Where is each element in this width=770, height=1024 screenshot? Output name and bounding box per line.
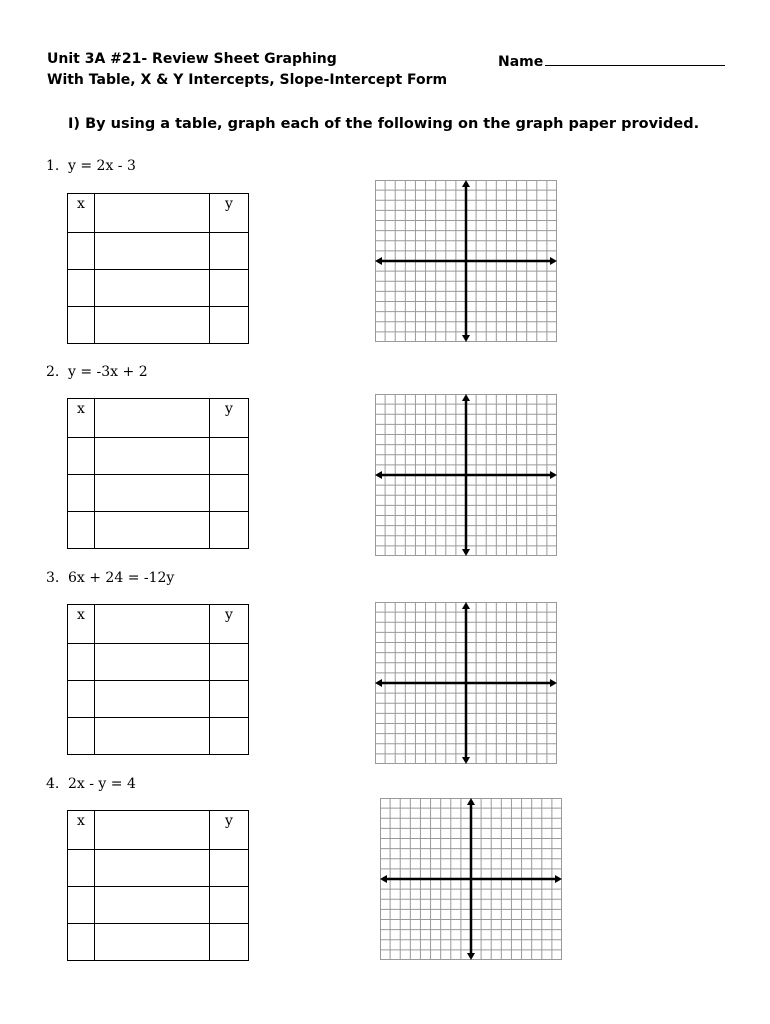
y-header: y (210, 605, 249, 644)
xy-table-3 (67, 604, 249, 755)
name-field[interactable] (498, 51, 725, 70)
table-cell[interactable] (68, 850, 95, 887)
table-cell[interactable] (95, 438, 210, 475)
coordinate-grid (375, 602, 557, 764)
axis-arrowhead-icon (550, 679, 557, 687)
problem-number: 3. (46, 570, 60, 586)
table-cell[interactable] (68, 438, 95, 475)
graph-paper-1[interactable] (375, 180, 557, 342)
problem-number: 2. (46, 364, 60, 380)
axis-arrowhead-icon (467, 798, 475, 805)
worksheet-title-line1: Unit 3A #21- Review Sheet Graphing (47, 51, 337, 67)
table-cell[interactable] (210, 850, 249, 887)
problem-equation: y = 2x - 3 (68, 158, 136, 174)
table-cell[interactable] (210, 438, 249, 475)
table-cell[interactable] (68, 475, 95, 512)
coordinate-grid (375, 180, 557, 342)
graph-paper-4[interactable] (380, 798, 562, 960)
table-cell[interactable] (95, 512, 210, 549)
axis-arrowhead-icon (550, 257, 557, 265)
problem-equation: y = -3x + 2 (68, 364, 148, 380)
table-cell[interactable] (95, 307, 210, 344)
table-cell[interactable] (95, 924, 210, 961)
problem-equation: 6x + 24 = -12y (68, 570, 175, 586)
x-header: x (68, 811, 95, 850)
axis-arrowhead-icon (550, 471, 557, 479)
xy-table-2 (67, 398, 249, 549)
y-header: y (210, 811, 249, 850)
instructions: I) By using a table, graph each of the following on the graph paper provided. (68, 116, 700, 132)
name-label: Name (498, 54, 544, 70)
table-cell[interactable] (95, 811, 210, 850)
table-cell[interactable] (95, 194, 210, 233)
problem-3-label (46, 570, 174, 586)
table-cell[interactable] (210, 270, 249, 307)
axis-arrowhead-icon (467, 953, 475, 960)
table-cell[interactable] (210, 887, 249, 924)
axis-arrowhead-icon (555, 875, 562, 883)
table-cell[interactable] (95, 718, 210, 755)
axis-arrowhead-icon (462, 549, 470, 556)
table-cell[interactable] (68, 718, 95, 755)
table-cell[interactable] (68, 924, 95, 961)
table-cell[interactable] (210, 475, 249, 512)
table-cell[interactable] (95, 887, 210, 924)
coordinate-grid (375, 394, 557, 556)
graph-paper-3[interactable] (375, 602, 557, 764)
table-cell[interactable] (68, 887, 95, 924)
axis-arrowhead-icon (462, 394, 470, 401)
table-cell[interactable] (68, 681, 95, 718)
axis-arrowhead-icon (375, 679, 382, 687)
table-cell[interactable] (95, 605, 210, 644)
table-cell[interactable] (210, 681, 249, 718)
table-cell[interactable] (95, 850, 210, 887)
table-cell[interactable] (95, 681, 210, 718)
graph-paper-2[interactable] (375, 394, 557, 556)
x-header: x (68, 399, 95, 438)
table-cell[interactable] (68, 233, 95, 270)
table-cell[interactable] (95, 399, 210, 438)
axis-arrowhead-icon (375, 257, 382, 265)
table-cell[interactable] (210, 512, 249, 549)
xy-table-1 (67, 193, 249, 344)
y-header: y (210, 399, 249, 438)
problem-number: 4. (46, 776, 60, 792)
table-cell[interactable] (210, 924, 249, 961)
table-cell[interactable] (68, 270, 95, 307)
name-blank-line[interactable] (545, 51, 725, 66)
axis-arrowhead-icon (462, 757, 470, 764)
problem-2-label (46, 364, 148, 380)
table-cell[interactable] (95, 233, 210, 270)
x-header: x (68, 194, 95, 233)
table-cell[interactable] (210, 718, 249, 755)
table-cell[interactable] (68, 512, 95, 549)
y-header: y (210, 194, 249, 233)
table-cell[interactable] (68, 307, 95, 344)
problem-number: 1. (46, 158, 60, 174)
table-cell[interactable] (68, 644, 95, 681)
axis-arrowhead-icon (462, 602, 470, 609)
table-cell[interactable] (95, 644, 210, 681)
xy-table-4 (67, 810, 249, 961)
x-header: x (68, 605, 95, 644)
problem-equation: 2x - y = 4 (68, 776, 136, 792)
axis-arrowhead-icon (462, 180, 470, 187)
problem-1-label (46, 158, 136, 174)
table-cell[interactable] (210, 644, 249, 681)
axis-arrowhead-icon (462, 335, 470, 342)
table-cell[interactable] (95, 475, 210, 512)
axis-arrowhead-icon (380, 875, 387, 883)
worksheet-title-line2: With Table, X & Y Intercepts, Slope-Intercept Form (47, 72, 448, 88)
table-cell[interactable] (210, 233, 249, 270)
problem-4-label (46, 776, 136, 792)
table-cell[interactable] (210, 307, 249, 344)
axis-arrowhead-icon (375, 471, 382, 479)
coordinate-grid (380, 798, 562, 960)
table-cell[interactable] (95, 270, 210, 307)
